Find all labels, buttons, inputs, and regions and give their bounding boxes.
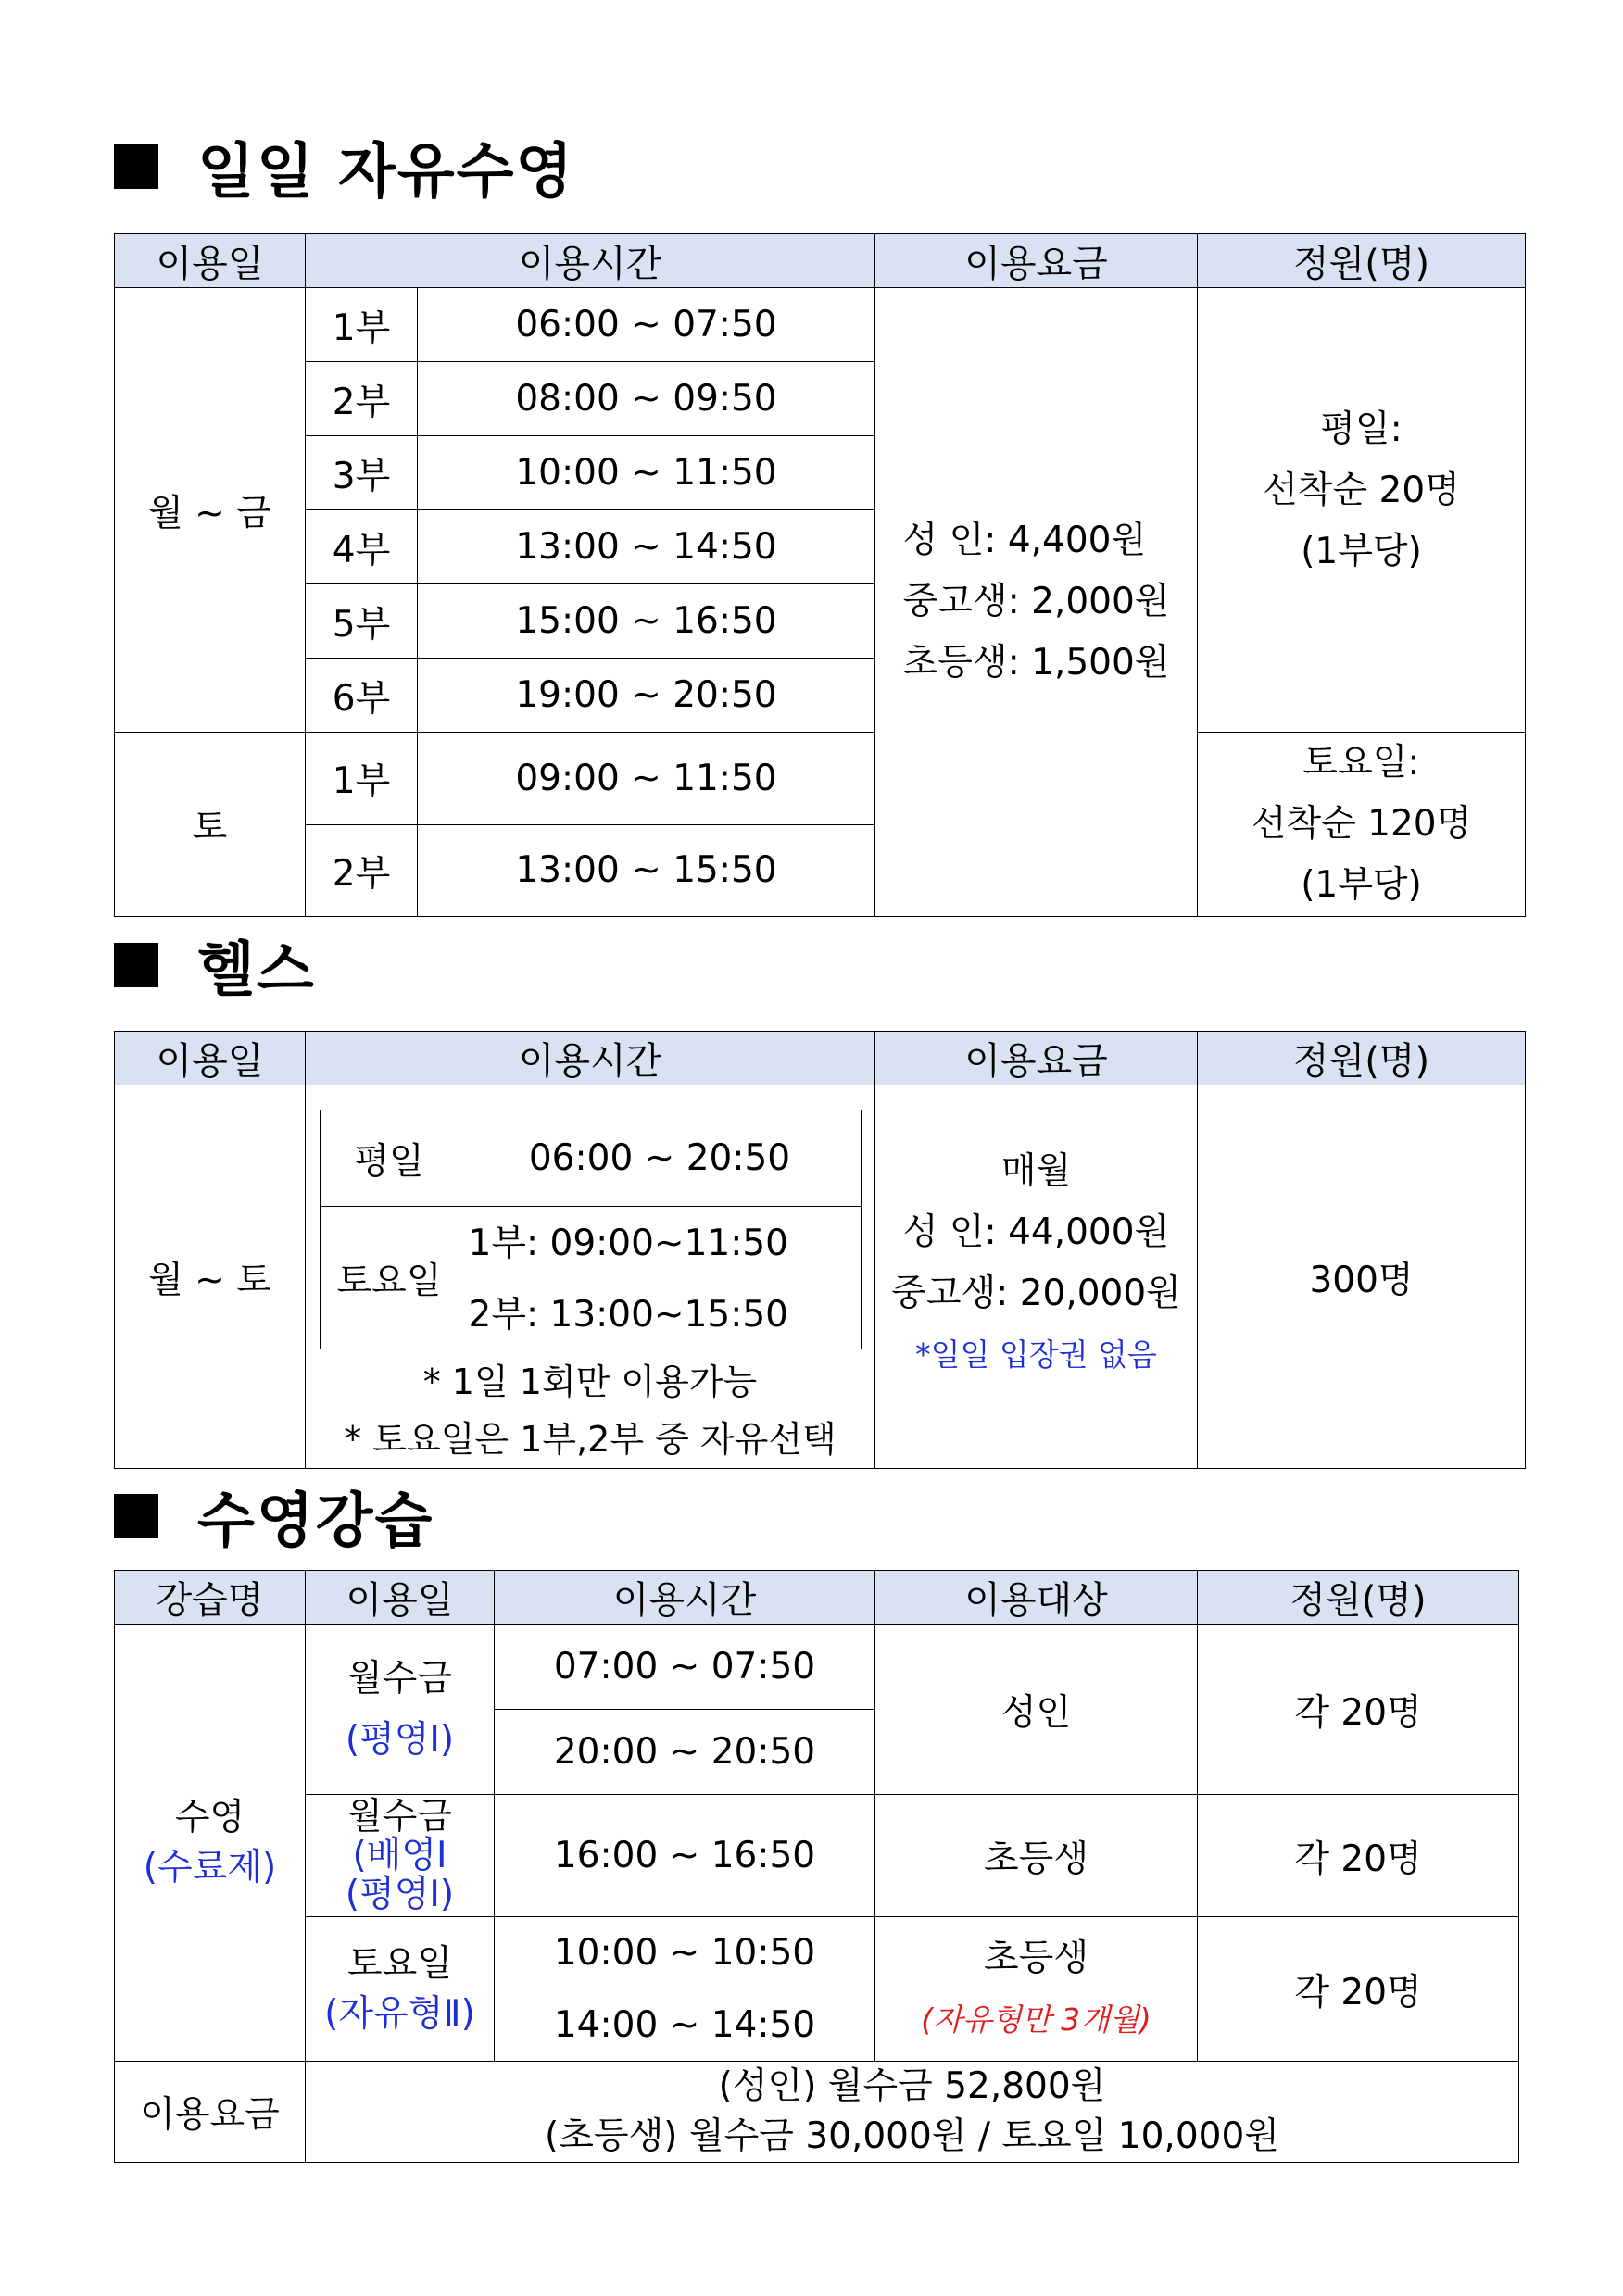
subtable-time: 1부: 09:00~11:50: [459, 1207, 861, 1273]
day-label: 토요일: [346, 1942, 453, 1985]
header-cell: 이용시간: [306, 1032, 875, 1085]
course-name-cell: [115, 1625, 306, 2062]
time-cell: [306, 1085, 875, 1469]
fee-teen: 중고생: 20,000원: [891, 1272, 1181, 1314]
swim-lesson-table: [114, 1570, 1519, 2163]
day-cell: 토: [115, 733, 306, 917]
subtable-row: [320, 1110, 861, 1207]
health-time-subtable: [320, 1110, 862, 1349]
target-cell: 초등생: [875, 1795, 1198, 1917]
subtable-label: 평일: [320, 1110, 459, 1207]
header-cell: 정원(명): [1198, 1032, 1526, 1085]
header-cell: 강습명: [115, 1571, 306, 1625]
day-label: 월수금: [346, 1657, 453, 1700]
capacity-line: 선착순 20명: [1263, 470, 1460, 511]
table-row: [115, 1625, 1519, 1710]
time-cell: 20:00 ~ 20:50: [495, 1710, 875, 1795]
capacity-line: (1부당): [1301, 531, 1422, 572]
part-cell: 2부: [306, 824, 418, 917]
time-cell: 10:00 ~ 10:50: [495, 1917, 875, 1989]
fee-cell: [306, 2062, 1519, 2163]
part-cell: 1부: [306, 733, 418, 825]
time-cell: 19:00 ~ 20:50: [418, 659, 875, 733]
part-cell: 5부: [306, 584, 418, 659]
day-cell: [306, 1795, 495, 1917]
fee-adult: 성 인: 44,000원: [902, 1211, 1170, 1253]
table-header-row: [115, 1571, 1519, 1625]
capacity-weekday-cell: [1198, 288, 1526, 733]
time-cell: 13:00 ~ 15:50: [418, 824, 875, 917]
part-cell: 1부: [306, 288, 418, 362]
table-row: [115, 1917, 1519, 1989]
fee-adult: 성 인: 4,400원: [902, 520, 1147, 561]
target-label: 초등생: [983, 1937, 1089, 1979]
capacity-cell: 각 20명: [1198, 1795, 1519, 1917]
level-label: (배영Ⅰ: [352, 1834, 447, 1876]
time-cell: 07:00 ~ 07:50: [495, 1625, 875, 1710]
level-label: (자유형Ⅱ): [324, 1992, 475, 2035]
fee-line: (초등생) 월수금 30,000원 / 토요일 10,000원: [545, 2115, 1279, 2157]
table-header-row: [115, 234, 1526, 288]
header-cell: 정원(명): [1198, 1571, 1519, 1625]
course-name: 수영: [174, 1796, 245, 1838]
fee-teen: 중고생: 2,000원: [902, 581, 1170, 622]
time-cell: 16:00 ~ 16:50: [495, 1795, 875, 1917]
target-cell: [875, 1917, 1198, 2062]
time-cell: 14:00 ~ 14:50: [495, 1989, 875, 2062]
section-title: 일일 자유수영: [197, 138, 575, 207]
square-bullet-icon: [114, 943, 158, 987]
table-row: [115, 2062, 1519, 2163]
table-row: [115, 1795, 1519, 1917]
day-cell: 월 ~ 토: [115, 1085, 306, 1469]
capacity-line: (1부당): [1301, 864, 1422, 906]
section-heading-health: [114, 928, 316, 1005]
time-cell: 13:00 ~ 14:50: [418, 510, 875, 584]
capacity-saturday-cell: [1198, 733, 1526, 917]
capacity-cell: 300명: [1198, 1085, 1526, 1469]
capacity-line: 평일:: [1320, 408, 1403, 450]
health-table: [114, 1031, 1526, 1469]
header-cell: 이용대상: [875, 1571, 1198, 1625]
subtable-row: [320, 1207, 861, 1273]
note-line: * 토요일은 1부,2부 중 자유선택: [344, 1419, 837, 1460]
capacity-cell: 각 20명: [1198, 1917, 1519, 2062]
day-label: 월수금: [346, 1795, 453, 1838]
subtable-label: 토요일: [320, 1207, 459, 1349]
part-cell: 3부: [306, 436, 418, 510]
part-cell: 2부: [306, 362, 418, 436]
day-cell: [306, 1625, 495, 1795]
header-cell: 이용시간: [306, 234, 875, 288]
fee-child: 초등생: 1,500원: [902, 642, 1170, 684]
target-note: (자유형만 3개월): [921, 2001, 1151, 2038]
part-cell: 4부: [306, 510, 418, 584]
time-cell: 15:00 ~ 16:50: [418, 584, 875, 659]
subtable-time: 06:00 ~ 20:50: [459, 1110, 861, 1207]
header-cell: 이용시간: [495, 1571, 875, 1625]
target-cell: 성인: [875, 1625, 1198, 1795]
time-cell: 09:00 ~ 11:50: [418, 733, 875, 825]
fee-line: (성인) 월수금 52,800원: [718, 2065, 1106, 2107]
subtable-time: 2부: 13:00~15:50: [459, 1273, 861, 1349]
header-cell: 정원(명): [1198, 234, 1526, 288]
fee-cell: [875, 288, 1198, 917]
section-title: 헬스: [197, 936, 316, 1005]
square-bullet-icon: [114, 1494, 158, 1538]
note-line: * 1일 1회만 이용가능: [422, 1361, 758, 1402]
time-cell: 10:00 ~ 11:50: [418, 436, 875, 510]
table-row: [115, 1085, 1526, 1469]
table-row: [115, 733, 1526, 825]
daily-swim-table: [114, 233, 1526, 917]
header-cell: 이용요금: [875, 234, 1198, 288]
capacity-line: 선착순 120명: [1251, 803, 1472, 845]
section-heading-swim-lessons: [114, 1479, 434, 1556]
time-cell: 08:00 ~ 09:50: [418, 362, 875, 436]
table-row: [115, 288, 1526, 362]
header-cell: 이용일: [115, 1032, 306, 1085]
header-cell: 이용일: [115, 234, 306, 288]
course-sub: (수료제): [143, 1846, 277, 1888]
header-cell: 이용요금: [875, 1032, 1198, 1085]
fee-note: *일일 입장권 없음: [915, 1336, 1157, 1373]
capacity-line: 토요일:: [1302, 742, 1420, 784]
level-label: (평영Ⅰ): [345, 1873, 455, 1915]
level-label: (평영Ⅰ): [345, 1718, 455, 1761]
table-header-row: [115, 1032, 1526, 1085]
day-cell: 월 ~ 금: [115, 288, 306, 733]
header-cell: 이용일: [306, 1571, 495, 1625]
time-cell: 06:00 ~ 07:50: [418, 288, 875, 362]
square-bullet-icon: [114, 144, 158, 189]
fee-period: 매월: [1000, 1149, 1072, 1192]
capacity-cell: 각 20명: [1198, 1625, 1519, 1795]
fee-cell: [875, 1085, 1198, 1469]
part-cell: 6부: [306, 659, 418, 733]
section-title: 수영강습: [197, 1487, 434, 1556]
day-cell: [306, 1917, 495, 2062]
section-heading-daily-swim: [114, 130, 575, 207]
fee-label-cell: 이용요금: [115, 2062, 306, 2163]
